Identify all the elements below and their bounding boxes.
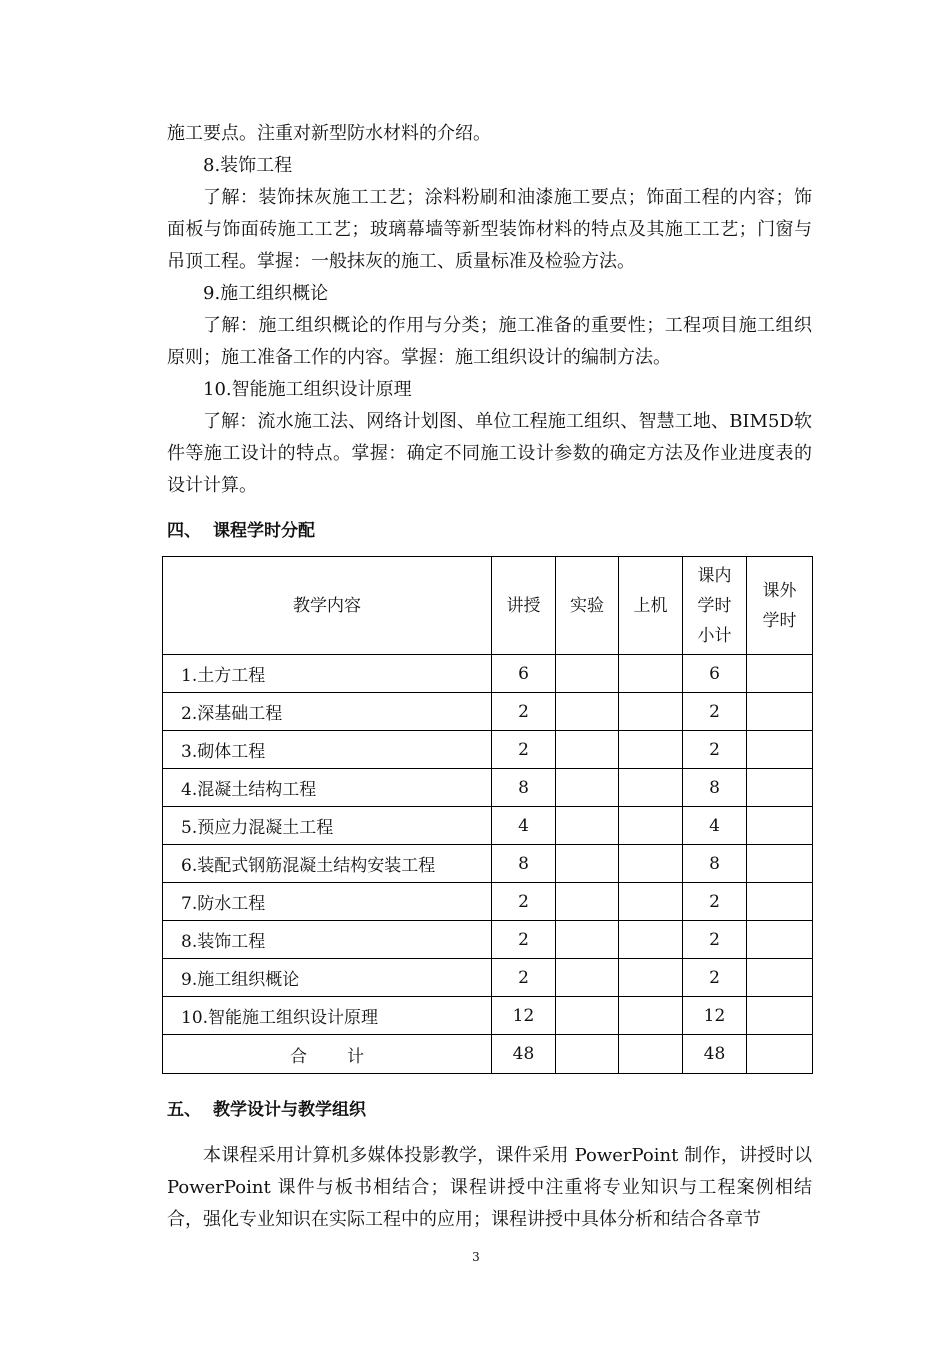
cell-content: 9.施工组织概论 xyxy=(163,959,492,997)
cell-lab xyxy=(556,959,619,997)
section-10-text: 了解：流水施工法、网络计划图、单位工程施工组织、智慧工地、BIM5D软件等施工设计的特点。掌握：确定不同施工设计参数的确定方法及作业进度表的设计计算。 xyxy=(167,411,812,496)
cell-computer xyxy=(619,693,683,731)
heading-title: 课程学时分配 xyxy=(213,521,315,541)
header-subtotal: 课内 学时 小计 xyxy=(683,557,747,655)
section-5-text: 本课程采用计算机多媒体投影教学，课件采用 PowerPoint 制作，讲授时以PowerPoint 课件与板书相结合；课程讲授中注重将专业知识与工程案例相结合，强化专业知识在实际工程中的应用；课程讲授中具体分析和结合各章节 xyxy=(167,1145,812,1230)
cell-outside xyxy=(747,883,813,921)
cell-content: 8.装饰工程 xyxy=(163,921,492,959)
cell-lecture: 8 xyxy=(492,769,556,807)
cell-lab xyxy=(556,921,619,959)
cell-outside xyxy=(747,921,813,959)
header-content: 教学内容 xyxy=(163,557,492,655)
cell-outside xyxy=(747,997,813,1035)
cell-content: 4.混凝土结构工程 xyxy=(163,769,492,807)
table-row xyxy=(163,655,813,693)
cell-computer xyxy=(619,769,683,807)
table-row xyxy=(163,883,813,921)
cell-total-lab xyxy=(556,1035,619,1074)
cell-lecture: 6 xyxy=(492,655,556,693)
section-8-text: 了解：装饰抹灰施工工艺；涂料粉刷和油漆施工要点；饰面工程的内容；饰面板与饰面砖施工工艺；玻璃幕墙等新型装饰材料的特点及其施工工艺；门窗与吊顶工程。掌握：一般抹灰的施工、质量标准及检验方法。 xyxy=(167,187,812,272)
heading-title: 教学设计与教学组织 xyxy=(213,1100,366,1120)
cell-lab xyxy=(556,731,619,769)
cell-content: 10.智能施工组织设计原理 xyxy=(163,997,492,1035)
cell-content: 7.防水工程 xyxy=(163,883,492,921)
cell-outside xyxy=(747,731,813,769)
heading-number: 五、 xyxy=(167,1100,201,1120)
cell-outside xyxy=(747,693,813,731)
continued-text: 施工要点。注重对新型防水材料的介绍。 xyxy=(167,123,491,144)
cell-computer xyxy=(619,883,683,921)
cell-lab xyxy=(556,997,619,1035)
section-9-title: 9.施工组织概论 xyxy=(203,283,329,304)
table-row xyxy=(163,959,813,997)
cell-outside xyxy=(747,807,813,845)
header-lecture: 讲授 xyxy=(492,557,556,655)
table-row xyxy=(163,731,813,769)
cell-lecture: 2 xyxy=(492,693,556,731)
header-outside: 课外 学时 xyxy=(747,557,813,655)
cell-lecture: 2 xyxy=(492,921,556,959)
section-9-text: 了解：施工组织概论的作用与分类；施工准备的重要性；工程项目施工组织原则；施工准备工作的内容。掌握：施工组织设计的编制方法。 xyxy=(167,315,812,368)
cell-lecture: 4 xyxy=(492,807,556,845)
cell-outside xyxy=(747,769,813,807)
heading-number: 四、 xyxy=(167,521,201,541)
table-header-row xyxy=(163,557,813,655)
cell-lab xyxy=(556,807,619,845)
cell-subtotal: 8 xyxy=(683,845,747,883)
header-lab: 实验 xyxy=(556,557,619,655)
cell-lecture: 2 xyxy=(492,883,556,921)
cell-lab xyxy=(556,693,619,731)
cell-outside xyxy=(747,959,813,997)
cell-subtotal: 12 xyxy=(683,997,747,1035)
heading-course-hours xyxy=(167,519,315,543)
cell-total-computer xyxy=(619,1035,683,1074)
cell-outside xyxy=(747,655,813,693)
cell-lab xyxy=(556,769,619,807)
cell-content: 2.深基础工程 xyxy=(163,693,492,731)
cell-lab xyxy=(556,845,619,883)
cell-subtotal: 2 xyxy=(683,959,747,997)
cell-subtotal: 2 xyxy=(683,693,747,731)
cell-total-outside xyxy=(747,1035,813,1074)
cell-lab xyxy=(556,655,619,693)
cell-total-subtotal: 48 xyxy=(683,1035,747,1074)
cell-lab xyxy=(556,883,619,921)
header-computer: 上机 xyxy=(619,557,683,655)
table-row xyxy=(163,845,813,883)
page-number: 3 xyxy=(472,1250,480,1264)
table-row xyxy=(163,921,813,959)
cell-computer xyxy=(619,959,683,997)
cell-content: 3.砌体工程 xyxy=(163,731,492,769)
cell-subtotal: 6 xyxy=(683,655,747,693)
hours-table xyxy=(162,556,813,1074)
table-row xyxy=(163,997,813,1035)
cell-computer xyxy=(619,921,683,959)
cell-subtotal: 2 xyxy=(683,731,747,769)
cell-subtotal: 2 xyxy=(683,883,747,921)
cell-subtotal: 4 xyxy=(683,807,747,845)
cell-lecture: 2 xyxy=(492,731,556,769)
cell-computer xyxy=(619,655,683,693)
cell-computer xyxy=(619,731,683,769)
cell-computer xyxy=(619,997,683,1035)
cell-content: 5.预应力混凝土工程 xyxy=(163,807,492,845)
section-8-title: 8.装饰工程 xyxy=(203,155,293,176)
cell-computer xyxy=(619,807,683,845)
table-total-row xyxy=(163,1035,813,1074)
section-10-title: 10.智能施工组织设计原理 xyxy=(203,379,412,400)
cell-lecture: 2 xyxy=(492,959,556,997)
cell-content: 6.装配式钢筋混凝土结构安装工程 xyxy=(163,845,492,883)
table-row xyxy=(163,693,813,731)
cell-outside xyxy=(747,845,813,883)
cell-lecture: 12 xyxy=(492,997,556,1035)
table-row xyxy=(163,769,813,807)
cell-computer xyxy=(619,845,683,883)
cell-total-lecture: 48 xyxy=(492,1035,556,1074)
table-row xyxy=(163,807,813,845)
cell-subtotal: 2 xyxy=(683,921,747,959)
heading-teaching-design xyxy=(167,1098,366,1122)
cell-subtotal: 8 xyxy=(683,769,747,807)
cell-content: 1.土方工程 xyxy=(163,655,492,693)
cell-total-label: 合计 xyxy=(163,1035,492,1074)
cell-lecture: 8 xyxy=(492,845,556,883)
